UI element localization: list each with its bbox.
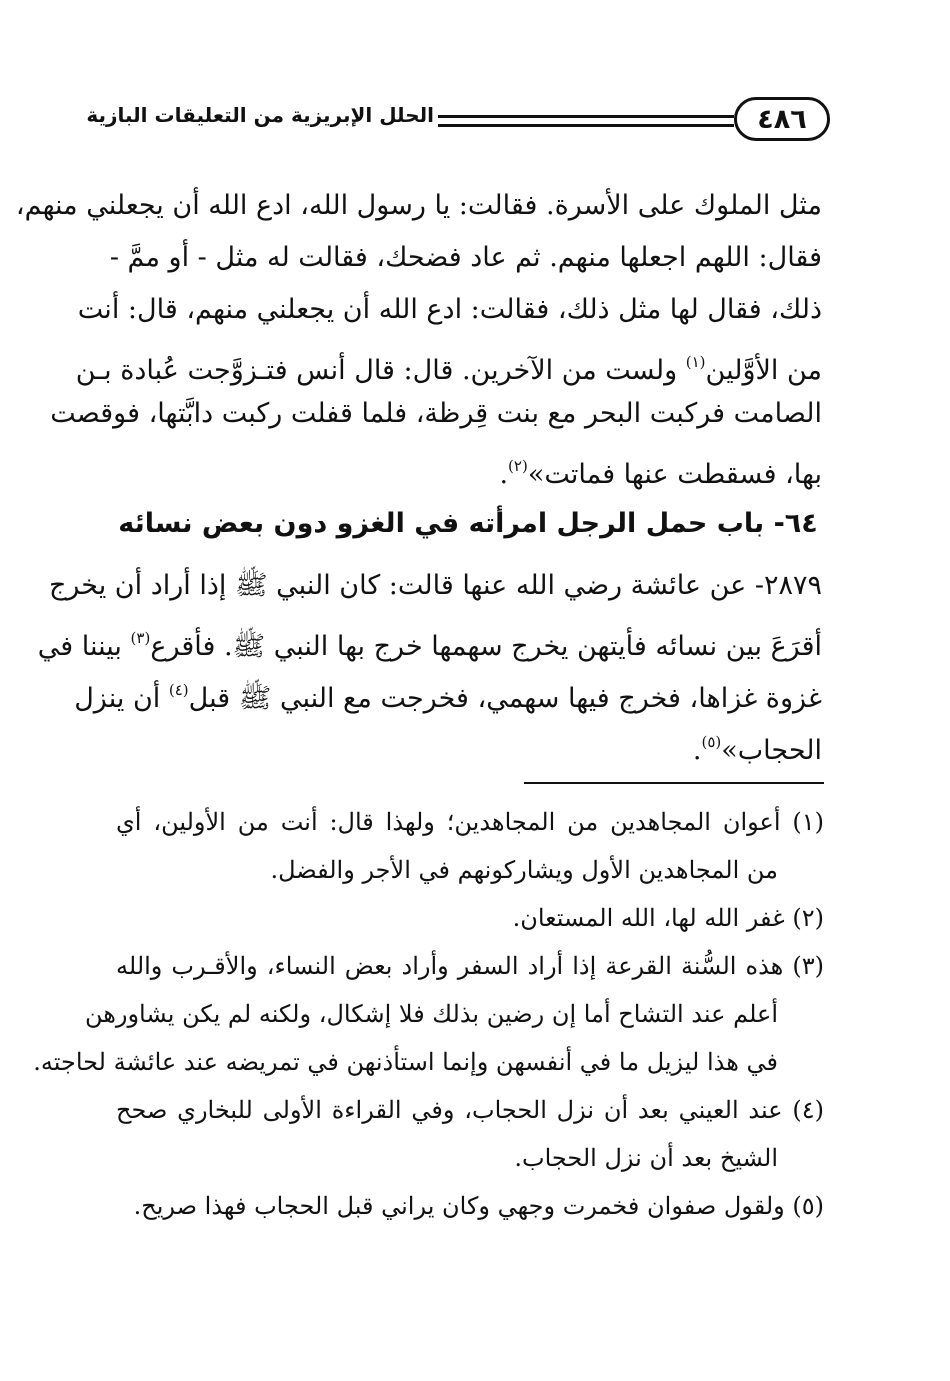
footnote-ref-5: (٥) bbox=[701, 733, 722, 751]
header-double-rule bbox=[438, 115, 734, 127]
passage-fragment: بها، فسقطت عنها فماتت» bbox=[527, 459, 822, 490]
page-number: ٤٨٦ bbox=[734, 97, 830, 141]
footnote-4: (٤) عند العيني بعد أن نزل الحجاب، وفي القراءة الأولى للبخاري صحح bbox=[116, 1096, 824, 1124]
section-heading: ٦٤- باب حمل الرجل امرأته في الغزو دون بعض نسائه bbox=[118, 508, 818, 539]
hadith-fragment: أن ينزل bbox=[74, 683, 161, 714]
hadith-line-with-note bbox=[74, 664, 822, 716]
passage-line: ذلك، فقال لها مثل ذلك، فقالت: ادع الله أن يجعلني منهم، قال: أنت bbox=[77, 294, 822, 325]
footnote-1-cont: من المجاهدين الأول ويشاركونهم في الأجر والفضل. bbox=[270, 856, 778, 884]
footnote-ref-2: (٢) bbox=[508, 457, 528, 475]
end-punctuation: . bbox=[692, 735, 702, 766]
hadith-fragment: أقرَعَ بين نسائه فأيتهن يخرج سهمها خرج بها النبي ﷺ. فأقرع bbox=[150, 631, 822, 662]
footnote-3: (٣) هذه السُّنة القرعة إذا أراد السفر وأراد بعض النساء، والأقـرب والله bbox=[116, 952, 824, 980]
hadith-fragment: غزوة غزاها، فخرج فيها سهمي، فخرجت مع النبي ﷺ قبل bbox=[188, 683, 822, 714]
hadith-line-with-note bbox=[37, 612, 822, 664]
footnote-ref-1: (١) bbox=[685, 353, 706, 371]
footnote-3-cont: في هذا ليزيل ما في أنفسهن وإنما استأذنهن في تمريضه عند عائشة لحاجته. bbox=[33, 1048, 778, 1076]
hadith-text bbox=[37, 560, 822, 768]
footnote-ref-4: (٤) bbox=[168, 681, 189, 699]
passage-text bbox=[15, 180, 822, 492]
passage-line: الصامت فركبت البحر مع بنت قِرظة، فلما قفلت ركبت دابَّتها، فوقصت bbox=[50, 398, 822, 429]
footnote-separator bbox=[524, 782, 824, 784]
passage-line: فقال: اللهم اجعلها منهم. ثم عاد فضحك، فقالت له مثل - أو ممَّ - bbox=[109, 242, 822, 273]
passage-line: مثل الملوك على الأسرة. فقالت: يا رسول الله، ادع الله أن يجعلني منهم، bbox=[15, 190, 822, 221]
passage-line-with-note bbox=[75, 336, 822, 388]
footnotes bbox=[33, 798, 824, 1230]
passage-fragment: ولست من الآخرين. قال: قال أنس فتـزوَّجت عُبادة بـن bbox=[75, 355, 678, 386]
footnote-4-cont: الشيخ بعد أن نزل الحجاب. bbox=[514, 1144, 778, 1172]
hadith-fragment: بيننا في bbox=[37, 631, 122, 662]
footnote-1: (١) أعوان المجاهدين من المجاهدين؛ ولهذا قال: أنت من الأولين، أي bbox=[116, 808, 824, 836]
footnote-3-cont: أعلم عند التشاح أما إن رضين بذلك فلا إشكال، ولكنه لم يكن يشاورهن bbox=[84, 1000, 778, 1028]
footnote-2: (٢) غفر الله لها، الله المستعان. bbox=[512, 904, 824, 932]
hadith-line-with-note bbox=[114, 716, 822, 768]
running-title: الحلل الإبريزية من التعليقات البازية bbox=[86, 103, 434, 127]
footnote-5: (٥) ولقول صفوان فخمرت وجهي وكان يراني قبل الحجاب فهذا صريح. bbox=[133, 1192, 824, 1220]
hadith-line: ٢٨٧٩- عن عائشة رضي الله عنها قالت: كان النبي ﷺ إذا أراد أن يخرج bbox=[48, 570, 822, 601]
page-header bbox=[86, 95, 830, 147]
hadith-fragment: الحجاب» bbox=[721, 735, 822, 766]
end-punctuation: . bbox=[499, 459, 509, 490]
footnote-ref-3: (٣) bbox=[130, 629, 151, 647]
passage-line-with-note bbox=[114, 440, 822, 492]
passage-fragment: من الأوَّلين bbox=[705, 355, 822, 386]
